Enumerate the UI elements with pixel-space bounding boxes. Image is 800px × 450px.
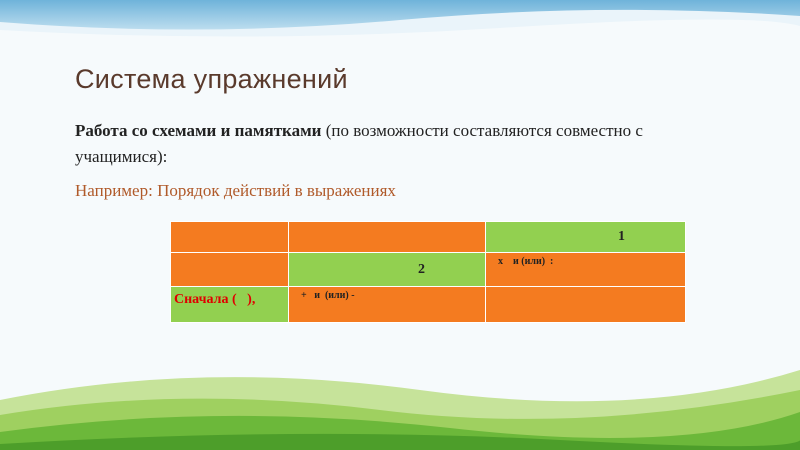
- table-row: [171, 253, 686, 287]
- table-cell: [486, 253, 686, 287]
- slide-title: Система упражнений: [75, 64, 348, 94]
- intro-rest-text: (по возможности составляются совместно с учащимися):: [75, 121, 643, 166]
- table-cell: [171, 253, 289, 287]
- table-cell: 2: [289, 253, 486, 287]
- table-row: [171, 287, 686, 323]
- table-cell: [486, 287, 686, 323]
- add-subtract-label: + и (или) -: [301, 290, 355, 301]
- table-cell: 1: [486, 222, 686, 253]
- intro-paragraph: [75, 118, 695, 170]
- operations-order-table: [170, 221, 686, 323]
- table-row: [171, 222, 686, 253]
- table-cell: [171, 222, 289, 253]
- table-cell: [289, 222, 486, 253]
- bottom-hills-decoration: [0, 340, 800, 450]
- multiply-divide-label: х и (или) :: [498, 256, 554, 267]
- example-text: Например: Порядок действий в выражениях: [75, 181, 396, 200]
- top-decoration: [0, 0, 800, 40]
- intro-bold-text: Работа со схемами и памятками: [75, 121, 322, 140]
- table-cell: [289, 287, 486, 323]
- table-cell: Сначала ( ),: [171, 287, 289, 323]
